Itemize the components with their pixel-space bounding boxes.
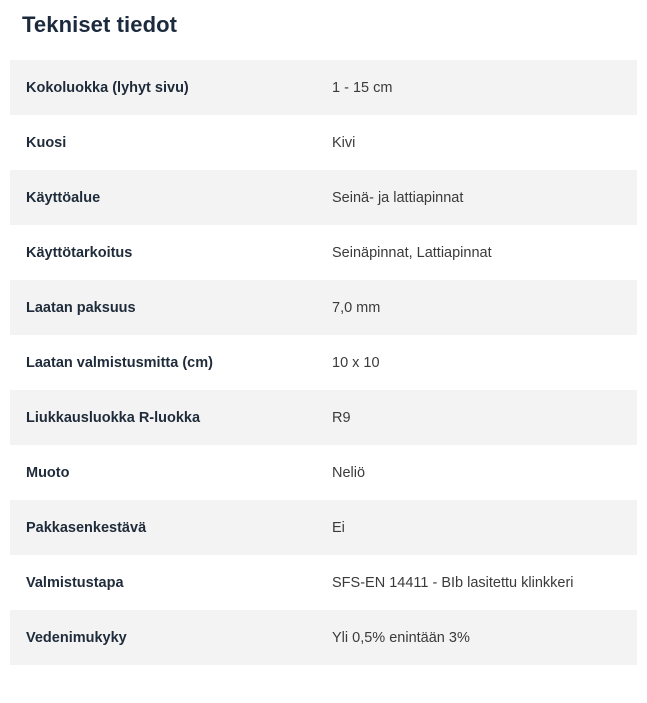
spec-label: Käyttöalue — [10, 170, 318, 225]
spec-value: Seinäpinnat, Lattiapinnat — [318, 225, 637, 280]
spec-value: Seinä- ja lattiapinnat — [318, 170, 637, 225]
spec-value: Neliö — [318, 445, 637, 500]
spec-label: Valmistustapa — [10, 555, 318, 610]
spec-value: 10 x 10 — [318, 335, 637, 390]
technical-specs-section — [0, 12, 647, 665]
spec-value: SFS-EN 14411 - BIb lasitettu klinkkeri — [318, 555, 637, 610]
spec-value: Yli 0,5% enintään 3% — [318, 610, 637, 665]
table-row — [10, 225, 637, 280]
table-row — [10, 280, 637, 335]
spec-label: Liukkausluokka R-luokka — [10, 390, 318, 445]
specifications-table — [10, 60, 637, 665]
spec-value: Kivi — [318, 115, 637, 170]
spec-value: Ei — [318, 500, 637, 555]
table-row — [10, 60, 637, 115]
table-row — [10, 115, 637, 170]
spec-label: Muoto — [10, 445, 318, 500]
spec-label: Laatan paksuus — [10, 280, 318, 335]
table-row — [10, 555, 637, 610]
table-row — [10, 170, 637, 225]
table-row — [10, 445, 637, 500]
spec-label: Kokoluokka (lyhyt sivu) — [10, 60, 318, 115]
table-row — [10, 500, 637, 555]
page-title: Tekniset tiedot — [22, 12, 178, 37]
spec-label: Pakkasenkestävä — [10, 500, 318, 555]
spec-label: Kuosi — [10, 115, 318, 170]
spec-label: Vedenimukyky — [10, 610, 318, 665]
table-row — [10, 610, 637, 665]
spec-label: Laatan valmistusmitta (cm) — [10, 335, 318, 390]
specifications-table-body — [10, 60, 637, 665]
spec-label: Käyttötarkoitus — [10, 225, 318, 280]
spec-value: R9 — [318, 390, 637, 445]
table-row — [10, 390, 637, 445]
table-row — [10, 335, 637, 390]
spec-value: 1 - 15 cm — [318, 60, 637, 115]
spec-value: 7,0 mm — [318, 280, 637, 335]
